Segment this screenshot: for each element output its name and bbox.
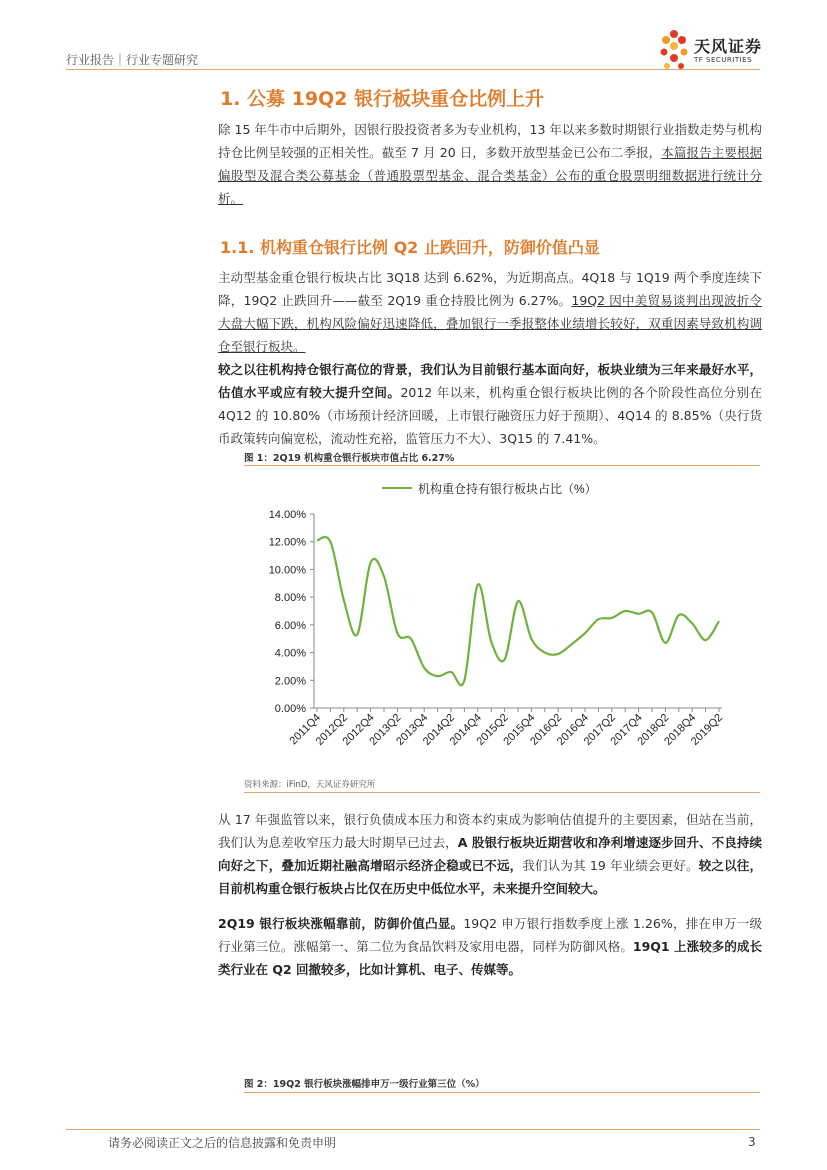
x-tick-label: 2013Q2 — [367, 711, 404, 748]
p2-text: 2012 年以来，机构重仓银行板块比例的各个阶段性高位分别在 4Q12 的 10.80%（市场预计经济回暖，上市银行融资压力好于预期）、4Q14 的 8.85%（央行货币政策转向偏宽松，流动性充裕，监管压力不大）、3Q15 的 7.41%。 — [218, 385, 762, 446]
footer-rule — [66, 1129, 760, 1130]
section-1-1-paragraph-1 — [218, 266, 762, 358]
figure-1-rule — [244, 465, 760, 466]
y-tick-label: 12.00% — [268, 536, 306, 549]
figure-2-rule — [244, 1092, 760, 1093]
series-line — [317, 537, 719, 685]
x-tick-label: 2019Q2 — [688, 711, 726, 748]
logo-name: 天风证券 — [694, 37, 763, 56]
x-tick-label: 2016Q2 — [528, 711, 565, 748]
x-tick-label: 2018Q2 — [635, 711, 672, 748]
p3-text-a: 从 17 年强监管以来，银行负债成本压力和资本约束成为影响估值提升的主要因素，但站在当前，我们认为息差收窄压力最大时期早已过去， — [218, 812, 762, 850]
x-tick-label: 2013Q4 — [394, 711, 431, 748]
p3-bold-d: 较之以往，目前机构重仓银行板块占比仅在历史中低位水平，未来提升空间较大。 — [218, 858, 762, 896]
x-tick-label: 2014Q4 — [447, 711, 484, 748]
header-rule — [66, 69, 760, 70]
p4-bold-a: 2Q19 银行板块涨幅靠前，防御价值凸显。 — [218, 916, 464, 931]
footer-disclaimer: 请务必阅读正文之后的信息披露和免责申明 — [108, 1136, 337, 1150]
x-tick-label: 2011Q4 — [287, 711, 324, 748]
p4-text-b: 19Q2 申万银行指数季度上涨 1.26%，排在申万一级行业第三位。涨幅第一、第二位为食品饮料及家用电器，同样为防御风格。 — [218, 916, 762, 954]
figure-2-title: 图 2：19Q2 银行板块涨幅排申万一级行业第三位（%） — [244, 1079, 485, 1090]
report-category: 行业报告｜行业专题研究 — [66, 53, 199, 67]
figure-1-source: 资料来源：iFinD，天风证券研究所 — [244, 780, 376, 790]
legend-label: 机构重仓持有银行板块占比（%） — [418, 482, 597, 496]
section-1-paragraph — [218, 118, 762, 210]
section-1-underlined-text: 本篇报告主要根据偏股型及混合类公募基金（普通股票型基金、混合类基金）公布的重仓股票明细数据进行统计分析。 — [218, 145, 762, 206]
x-tick-label: 2012Q2 — [313, 711, 350, 748]
section-1-text: 除 15 年牛市中后期外，因银行股投资者多为专业机构，13 年以来多数时期银行业指数走势与机构持仓比例呈较强的正相关性。截至 7 月 20 日，多数开放型基金已公布二季报， — [218, 122, 762, 160]
x-tick-label: 2012Q4 — [340, 711, 377, 748]
p3-text-c: 我们认为其 19 年业绩会更好。 — [522, 858, 699, 873]
y-tick-label: 10.00% — [268, 564, 306, 577]
figure-1-title: 图 1：2Q19 机构重仓银行板块市值占比 6.27% — [244, 453, 455, 464]
x-tick-label: 2016Q4 — [554, 711, 592, 748]
section-1-1-paragraph-2 — [218, 358, 762, 450]
page-number: 3 — [748, 1135, 756, 1149]
p2-bold-text: 较之以往机构持仓银行高位的背景，我们认为目前银行基本面向好，板块业绩为三年来最好水平，估值水平或应有较大提升空间。 — [218, 362, 762, 400]
x-tick-label: 2015Q4 — [501, 711, 538, 748]
paragraph-4 — [218, 912, 762, 981]
section-1-1-title: 1.1. 机构重仓银行比例 Q2 止跌回升，防御价值凸显 — [220, 238, 600, 257]
y-tick-label: 8.00% — [274, 592, 306, 605]
line-chart — [236, 470, 760, 770]
y-tick-label: 0.00% — [274, 703, 306, 715]
paragraph-3 — [218, 808, 762, 900]
p4-bold-c: 19Q1 上涨较多的成长类行业在 Q2 回撤较多，比如计算机、电子、传媒等。 — [218, 939, 762, 977]
y-tick-label: 4.00% — [274, 647, 306, 660]
p3-bold-b: A 股银行板块近期营收和净利增速逐步回升、不良持续向好之下，叠加近期社融高增昭示经济企稳或已不远， — [218, 835, 762, 873]
x-tick-label: 2018Q4 — [662, 711, 699, 748]
y-tick-label: 6.00% — [274, 619, 306, 632]
y-tick-label: 2.00% — [274, 675, 306, 688]
x-tick-label: 2014Q2 — [420, 711, 458, 748]
p1-text: 主动型基金重仓银行板块占比 3Q18 达到 6.62%，为近期高点。4Q18 与 1Q19 两个季度连续下降，19Q2 止跌回升——截至 2Q19 重仓持股比例为 6.27%。 — [218, 270, 762, 308]
x-tick-label: 2017Q4 — [608, 711, 645, 748]
logo-subtitle: TF SECURITIES — [694, 56, 753, 64]
x-tick-label: 2017Q2 — [581, 711, 618, 748]
x-tick-label: 2015Q2 — [474, 711, 511, 748]
y-tick-label: 14.00% — [268, 509, 306, 521]
figure-1-bottom-rule — [244, 792, 760, 793]
p1-underlined-text: 19Q2 因中美贸易谈判出现波折令大盘大幅下跌，机构风险偏好迅速降低，叠加银行一季报整体业绩增长较好，双重因素导致机构调仓至银行板块。 — [218, 293, 763, 354]
section-1-title: 1. 公募 19Q2 银行板块重仓比例上升 — [220, 88, 545, 110]
